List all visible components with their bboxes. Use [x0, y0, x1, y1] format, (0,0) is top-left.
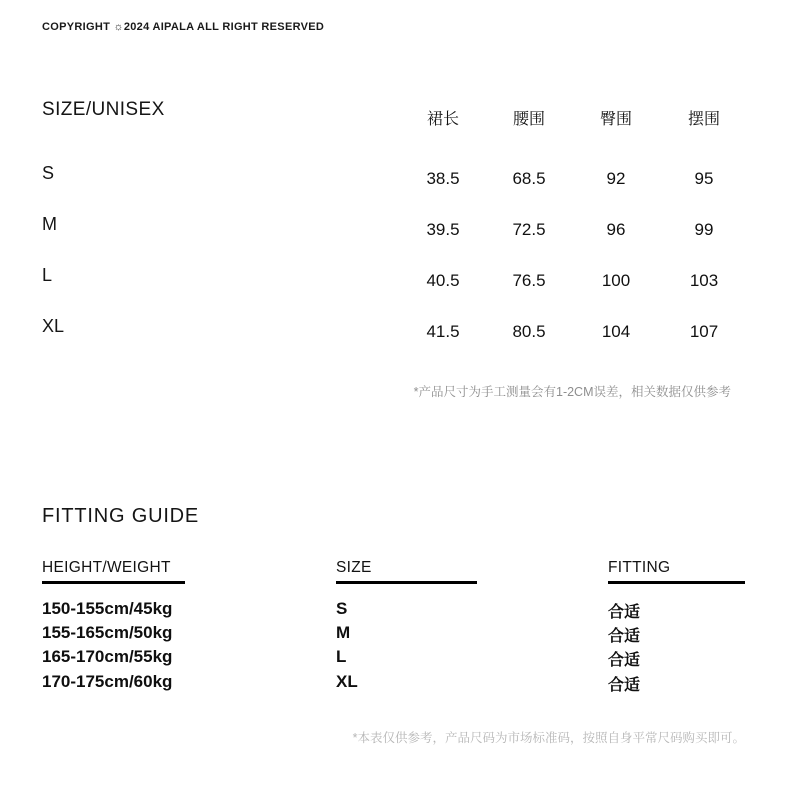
- size-value: M: [336, 623, 351, 642]
- column-header-skirt-length: 裙长: [426, 111, 459, 128]
- fitting-column-header-size: SIZE: [336, 559, 372, 576]
- fitting-guide-row: [0, 623, 790, 647]
- height-weight-value: 165-170cm/55kg: [42, 647, 173, 666]
- size-value: L: [336, 647, 347, 666]
- size-value: 96: [606, 220, 626, 239]
- size-value: 68.5: [512, 169, 546, 188]
- fitting-guide-row: [0, 672, 790, 696]
- size-value: 76.5: [512, 271, 546, 290]
- size-value: 39.5: [426, 220, 460, 239]
- size-label: S: [42, 163, 55, 183]
- fitting-guide-title: FITTING GUIDE: [42, 505, 200, 527]
- size-value: 92: [606, 169, 626, 188]
- size-table-row: [0, 163, 790, 195]
- size-value: 38.5: [426, 169, 460, 188]
- height-weight-value: 155-165cm/50kg: [42, 623, 173, 642]
- size-table-row: [0, 265, 790, 297]
- measurement-disclaimer: *产品尺寸为手工测量会有1-2CM误差，相关数据仅供参考: [413, 385, 731, 399]
- size-reference-disclaimer: *本表仅供参考，产品尺码为市场标准码，按照自身平常尺码购买即可。: [352, 731, 745, 745]
- size-value: 103: [689, 271, 719, 290]
- fitting-value: 合适: [608, 628, 641, 645]
- fitting-guide-row: [0, 599, 790, 623]
- header-underline: [42, 581, 185, 584]
- size-value: 41.5: [426, 322, 460, 341]
- size-value: 95: [694, 169, 714, 188]
- size-label: XL: [42, 316, 65, 336]
- size-table-title: SIZE/UNISEX: [42, 99, 165, 120]
- size-value: 80.5: [512, 322, 546, 341]
- height-weight-value: 150-155cm/45kg: [42, 599, 173, 618]
- size-label: M: [42, 214, 57, 234]
- fitting-value: 合适: [608, 604, 641, 621]
- header-underline: [608, 581, 745, 584]
- size-value: 107: [689, 322, 719, 341]
- size-value: S: [336, 599, 348, 618]
- size-value: 99: [694, 220, 714, 239]
- size-label: L: [42, 265, 53, 285]
- size-table-row: [0, 214, 790, 246]
- header-underline: [336, 581, 477, 584]
- fitting-value: 合适: [608, 677, 641, 694]
- fitting-guide-row: [0, 647, 790, 671]
- size-value: 104: [601, 322, 631, 341]
- size-value: 40.5: [426, 271, 460, 290]
- column-header-hem: 摆围: [687, 111, 720, 128]
- size-table-row: [0, 316, 790, 348]
- height-weight-value: 170-175cm/60kg: [42, 672, 173, 691]
- copyright-text: COPYRIGHT ☼2024 AIPALA ALL RIGHT RESERVED: [42, 21, 325, 33]
- fitting-value: 合适: [608, 652, 641, 669]
- fitting-column-header-height-weight: HEIGHT/WEIGHT: [42, 559, 171, 576]
- size-value: 72.5: [512, 220, 546, 239]
- column-header-waist: 腰围: [512, 111, 545, 128]
- size-value: XL: [336, 672, 358, 691]
- column-header-hip: 臀围: [599, 111, 632, 128]
- fitting-column-header-fitting: FITTING: [608, 559, 671, 576]
- size-value: 100: [601, 271, 631, 290]
